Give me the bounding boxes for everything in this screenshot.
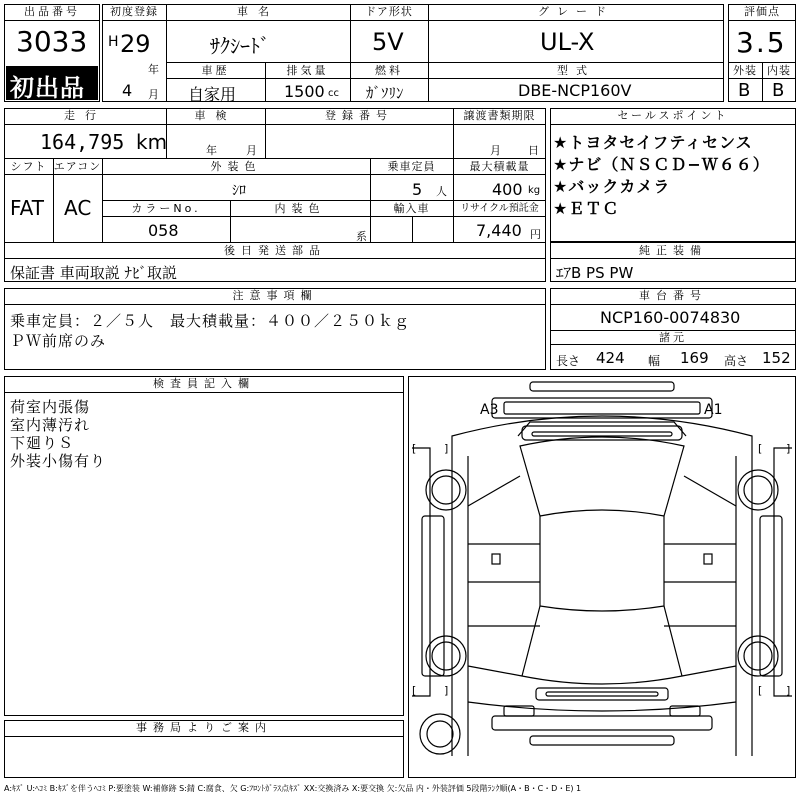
- year-unit: 年: [148, 63, 159, 76]
- svg-text:[: [: [412, 684, 417, 697]
- disp-label: 排気量: [286, 64, 329, 77]
- color-label: 外装色: [210, 160, 262, 173]
- svg-text:]: ]: [444, 684, 449, 697]
- colorno-label: カラーNo.: [131, 202, 201, 215]
- inspect-year-unit: 年: [206, 144, 217, 157]
- score-value: 3.5: [736, 26, 787, 59]
- transfer-day-unit: 日: [528, 144, 539, 157]
- door-label: ドア形状: [365, 5, 413, 18]
- sales-point-3: ★バックカメラ: [553, 177, 671, 196]
- recycle-unit: 円: [530, 228, 541, 241]
- reg-year: 29: [120, 30, 151, 58]
- inspect-month-unit: 月: [246, 144, 257, 157]
- length-value: 424: [596, 349, 625, 367]
- inspect-label: 車検: [194, 109, 237, 122]
- vehicle-diagram: [408, 376, 796, 778]
- genuine-label: 純正装備: [639, 244, 707, 257]
- genuine-text: ｴｱB PS PW: [556, 264, 634, 282]
- height-value: 152: [762, 349, 791, 367]
- height-label: 高さ: [724, 354, 749, 368]
- load-unit: kg: [528, 185, 541, 196]
- score-label: 評価点: [744, 5, 780, 18]
- lot-number: 3033: [16, 25, 88, 58]
- grade-value: UL-X: [540, 28, 595, 56]
- colorno-value: 058: [148, 221, 179, 240]
- svg-text:]: ]: [786, 684, 791, 697]
- fuel-value: ｶﾞｿﾘﾝ: [366, 84, 404, 102]
- load-value: 400: [492, 180, 523, 199]
- caution-line-2: ＰＷ前席のみ: [10, 332, 107, 350]
- office-label: 事務局よりご案内: [136, 721, 272, 734]
- capacity-unit: 人: [436, 185, 447, 198]
- name-label: 車名: [237, 5, 279, 18]
- later-parts-label: 後日発送部品: [224, 244, 326, 257]
- model-value: DBE-NCP160V: [518, 81, 632, 100]
- int-grade: B: [772, 80, 785, 101]
- disp-value: 1500: [284, 82, 325, 101]
- width-value: 169: [680, 349, 709, 367]
- sales-label: セールスポイント: [617, 109, 729, 122]
- ext-label: 外装: [733, 64, 757, 77]
- length-label: 長さ: [556, 354, 581, 368]
- interior-unit: 系: [356, 230, 367, 243]
- recycle-label: リサイクル預託金: [460, 203, 539, 214]
- mileage-value: 164,795: [40, 130, 125, 154]
- ac-value: AC: [64, 196, 92, 220]
- capacity-label: 乗車定員: [387, 160, 436, 173]
- legend-text: A:ｷｽﾞ U:ﾍｺﾐ B:ｷｽﾞを伴うﾍｺﾐ P:要塗装 W:補修跡 S:錆 C:腐食、欠 G:ﾌﾛﾝﾄｶﾞﾗｽ点ｷｽﾞ XX:交換済み X:要交換 欠:欠品 内・外装評価 5段階ﾗﾝｸ順(A・B・C・D・E) 1: [4, 784, 582, 793]
- transfer-label: 譲渡書類期限: [463, 109, 536, 122]
- width-label: 幅: [648, 354, 661, 368]
- color-value: ｼﾛ: [232, 183, 246, 199]
- zone-a1: A1: [704, 402, 723, 418]
- capacity-value: 5: [412, 180, 423, 199]
- history-value: 自家用: [188, 85, 237, 104]
- import-label: 輸入車: [393, 202, 430, 215]
- era: H: [108, 34, 119, 50]
- disp-unit: cc: [328, 88, 339, 99]
- model-label: 型式: [557, 64, 595, 77]
- inspector-note-2: 室内薄汚れ: [10, 416, 91, 434]
- svg-text:]: ]: [444, 442, 449, 455]
- inspector-note-3: 下廻りＳ: [10, 434, 75, 452]
- mileage-label: 走行: [64, 109, 106, 122]
- svg-text:[: [: [758, 684, 763, 697]
- plate-label: 登録番号: [325, 109, 393, 122]
- inspector-note-1: 荷室内張傷: [10, 398, 91, 416]
- shift-label: シフト: [10, 160, 47, 173]
- caution-label: 注意事項欄: [232, 289, 318, 302]
- month-unit: 月: [148, 88, 159, 101]
- svg-text:[: [: [758, 442, 763, 455]
- car-name: ｻｸｼｰﾄﾞ: [210, 34, 270, 58]
- ext-grade: B: [738, 80, 751, 101]
- door-value: 5V: [372, 28, 404, 56]
- svg-text:[: [: [412, 442, 417, 455]
- first-listing-text: 初出品: [10, 74, 85, 102]
- ac-label: エアコン: [53, 160, 102, 173]
- fuel-label: 燃料: [375, 64, 403, 77]
- mileage-unit: km: [136, 130, 168, 154]
- load-label: 最大積載量: [469, 160, 530, 173]
- transfer-month-unit: 月: [490, 144, 501, 157]
- caution-line-1: 乗車定員：２／５人 最大積載量：４００／２５０ｋｇ: [10, 312, 411, 330]
- chassis-label: 車台番号: [639, 289, 707, 302]
- lot-label: 出品番号: [24, 5, 80, 18]
- inspector-label: 検査員記入欄: [153, 377, 255, 390]
- interior-label: 内装色: [274, 202, 326, 215]
- zone-a3: A3: [480, 402, 499, 418]
- sales-point-4: ★ＥＴＣ: [553, 199, 620, 218]
- chassis-number: NCP160-0074830: [600, 308, 741, 327]
- svg-text:]: ]: [786, 442, 791, 455]
- grade-label: グレード: [538, 5, 614, 18]
- shift-value: FAT: [10, 196, 45, 220]
- recycle-value: 7,440: [476, 221, 522, 240]
- sales-point-2: ★ナビ（ＮＳＣＤ−Ｗ６６）: [553, 155, 770, 174]
- history-label: 車歴: [201, 64, 230, 77]
- reg-label: 初度登録: [110, 5, 158, 18]
- int-label: 内装: [767, 64, 791, 77]
- dims-label: 諸元: [659, 331, 687, 344]
- inspector-note-4: 外装小傷有り: [10, 452, 107, 470]
- later-parts-text: 保証書 車両取説 ﾅﾋﾞ取説: [10, 264, 178, 282]
- sales-point-1: ★トヨタセイフティセンス: [553, 133, 753, 152]
- reg-month: 4: [122, 81, 133, 100]
